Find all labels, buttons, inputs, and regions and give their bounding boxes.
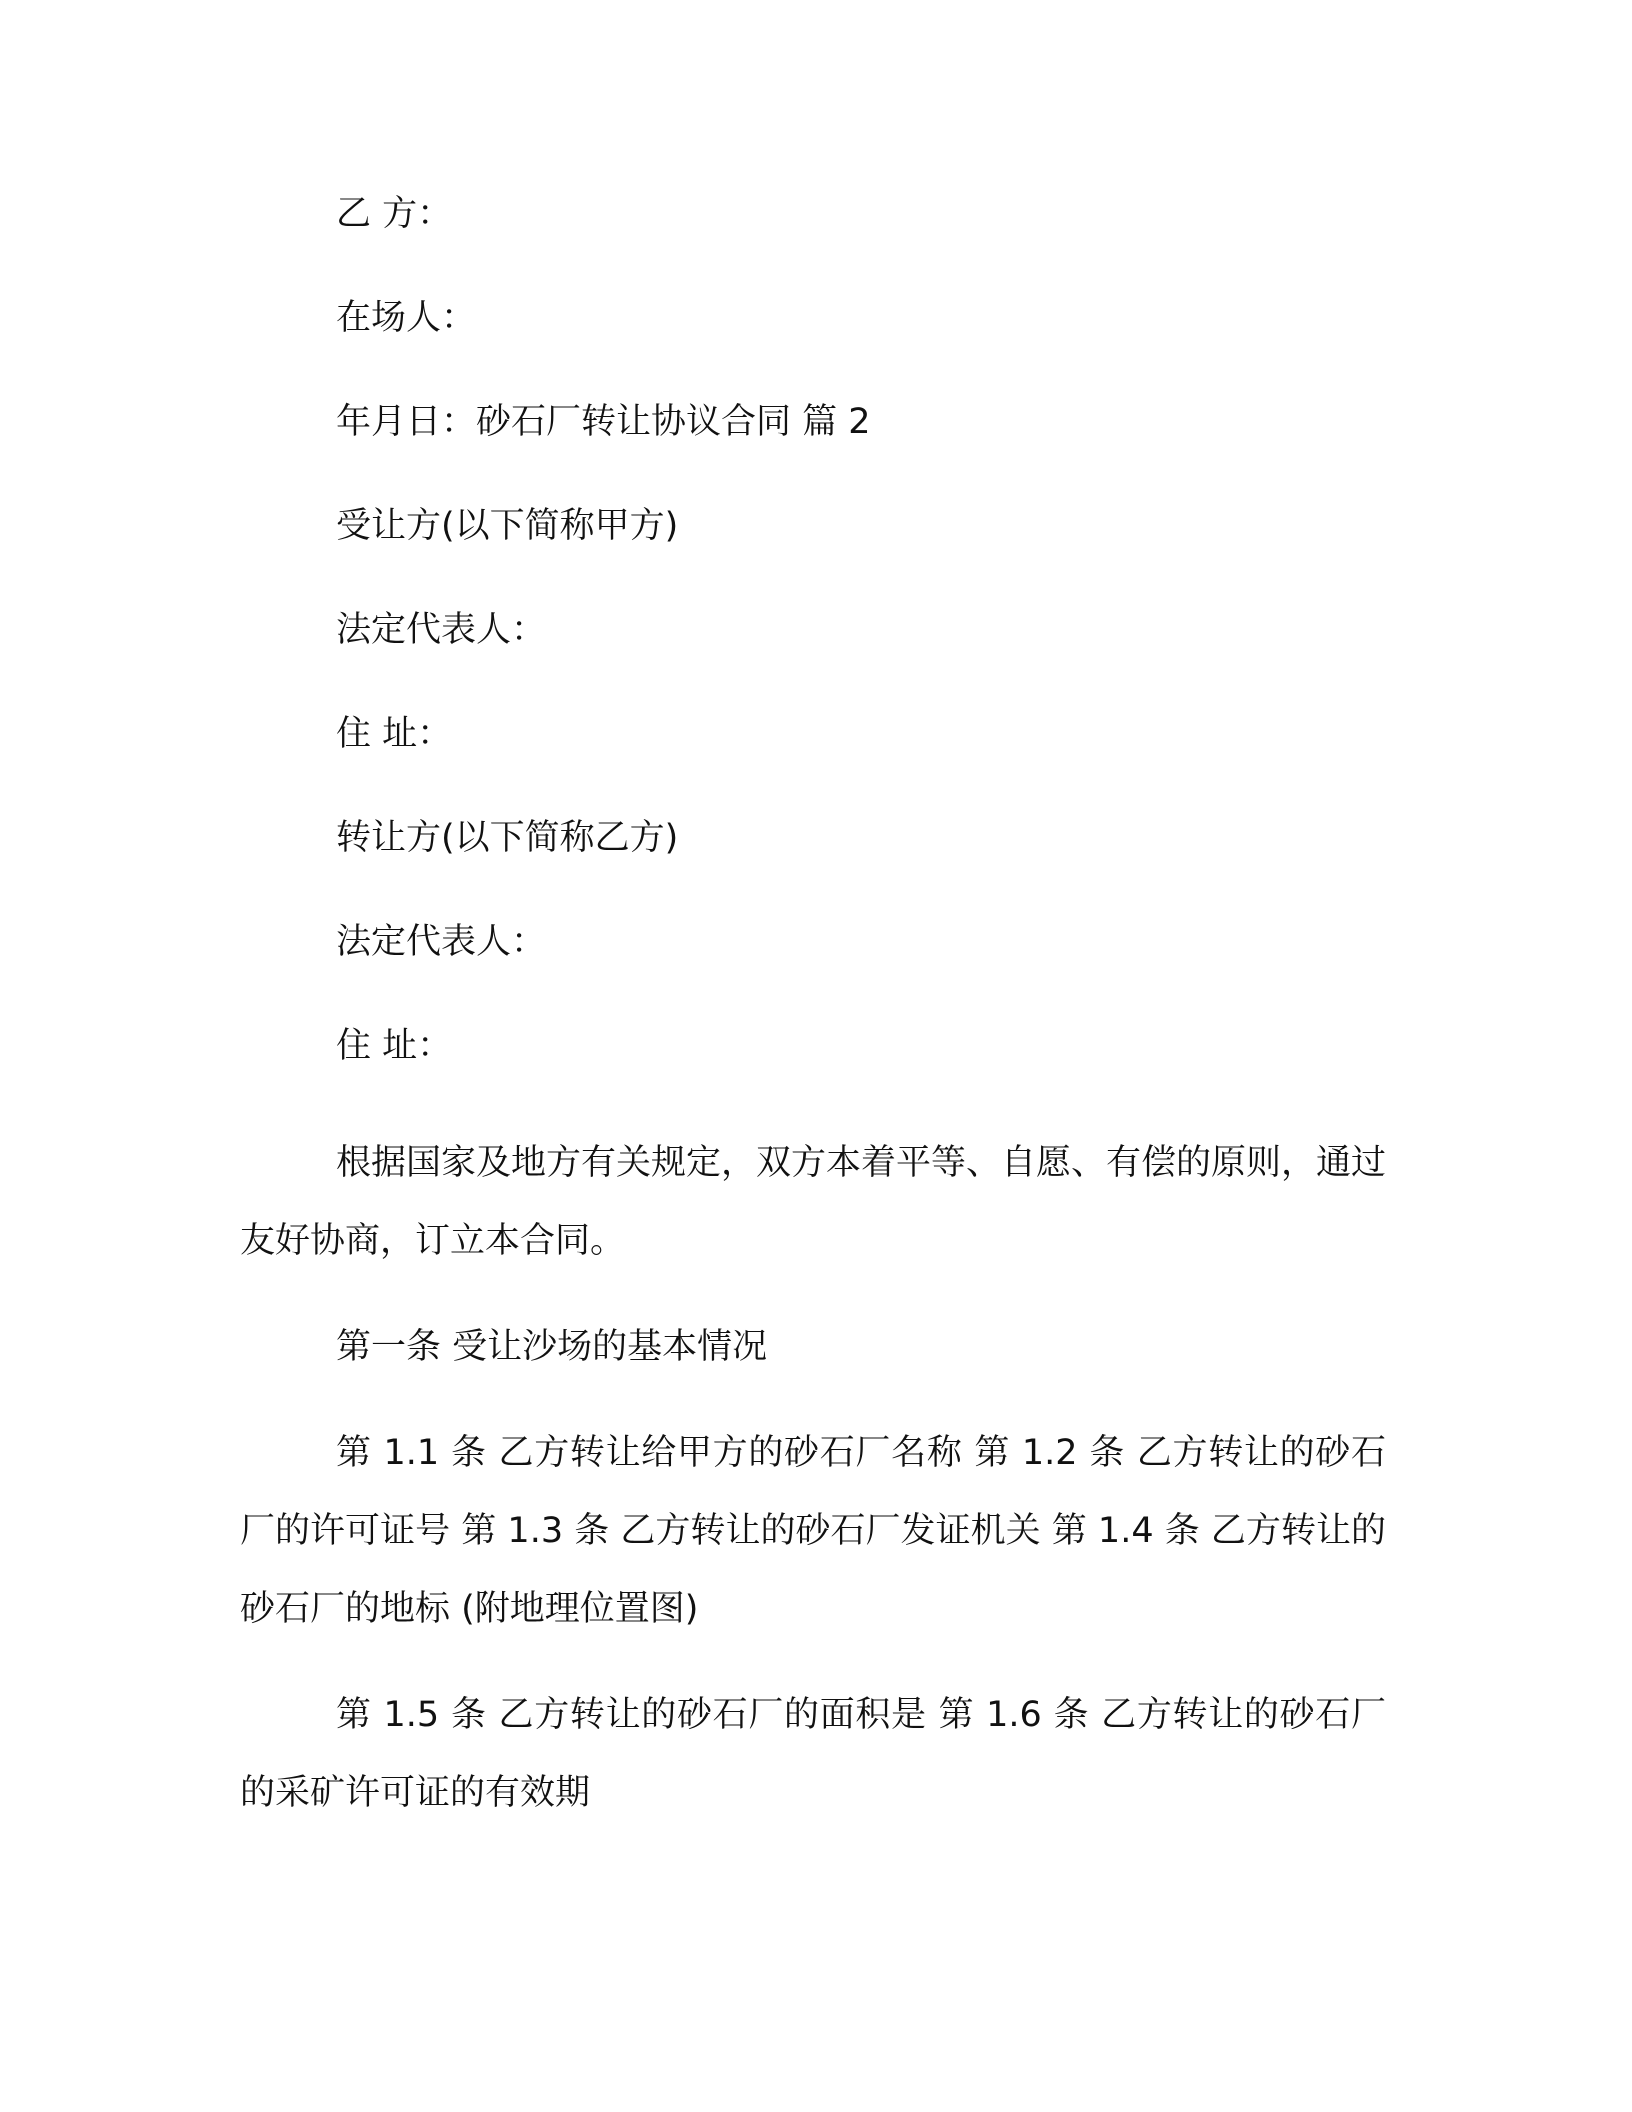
spacer — [240, 1386, 1386, 1414]
transferor-line: 转让方(以下简称乙方) — [336, 818, 679, 858]
spacer — [240, 1648, 1386, 1676]
witness-line: 在场人： — [336, 298, 477, 338]
address-line-a: 住 址： — [336, 714, 453, 754]
article-1-5-paragraph: 第 1.5 条 乙方转让的砂石厂的面积是 第 1.6 条 乙方转让的砂石厂的采矿许可证的有效期 — [240, 1695, 1386, 1813]
spacer — [240, 1280, 1386, 1308]
legal-rep-line-b: 法定代表人： — [336, 922, 547, 962]
party-b-line: 乙 方： — [336, 194, 453, 234]
address-line-b: 住 址： — [336, 1026, 453, 1066]
preamble-paragraph: 根据国家及地方有关规定，双方本着平等、自愿、有偿的原则，通过友好协商，订立本合同。 — [240, 1143, 1387, 1261]
transferee-line: 受让方(以下简称甲方) — [336, 506, 679, 546]
article-1-1-paragraph: 第 1.1 条 乙方转让给甲方的砂石厂名称 第 1.2 条 乙方转让的砂石厂的许可证号 第 1.3 条 乙方转让的砂石厂发证机关 第 1.4 条 乙方转让的砂石厂的地标 (附地理位置图) — [240, 1433, 1386, 1629]
article-one-heading: 第一条 受让沙场的基本情况 — [336, 1327, 768, 1367]
legal-rep-line-a: 法定代表人： — [336, 610, 547, 650]
document-body — [240, 188, 1386, 1832]
date-title-line: 年月日：砂石厂转让协议合同 篇 2 — [336, 402, 871, 442]
